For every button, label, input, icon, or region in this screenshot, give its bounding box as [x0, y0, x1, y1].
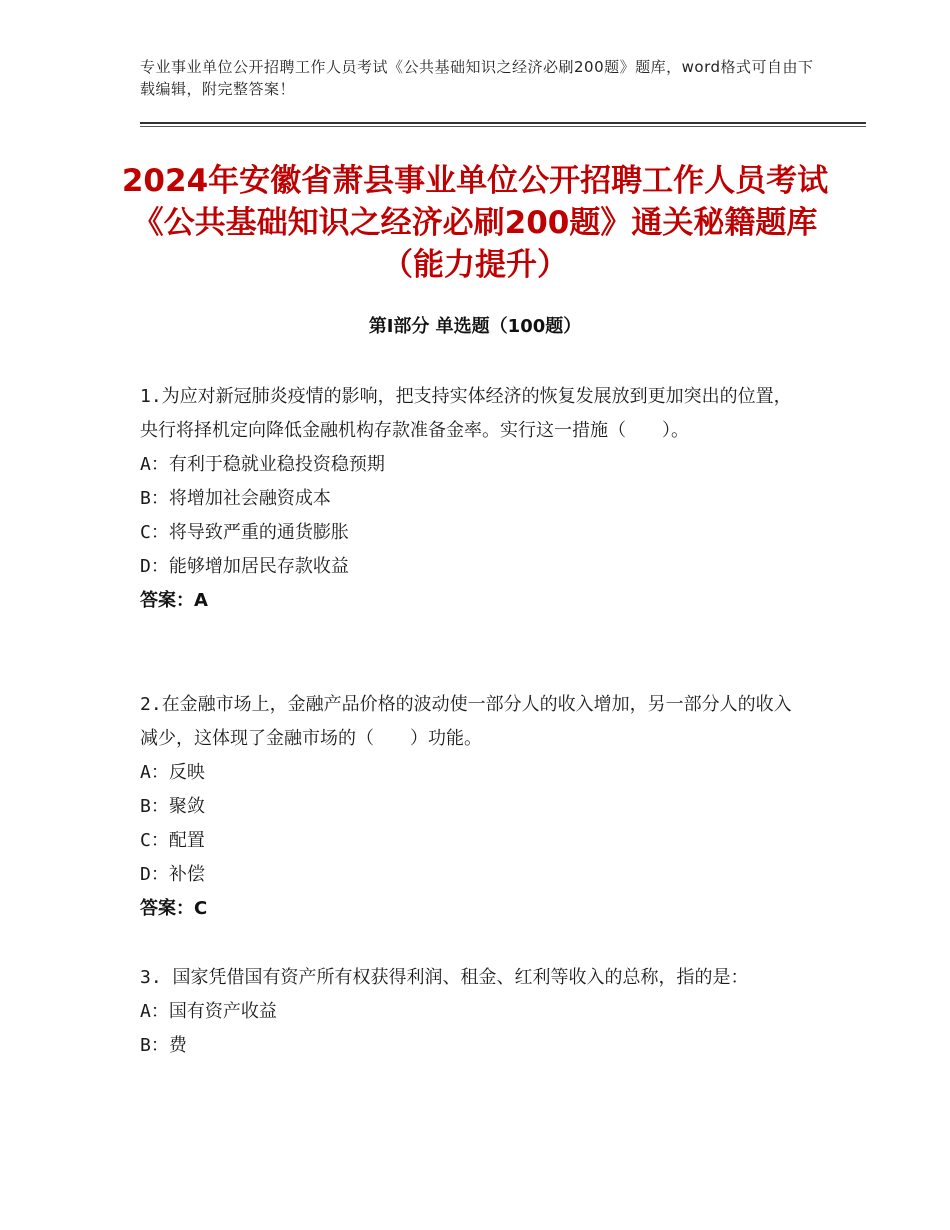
section-heading: 第Ⅰ部分 单选题（100题）: [368, 316, 582, 337]
option-b: B：将增加社会融资成本: [140, 488, 331, 509]
option-b: B：费: [140, 1035, 187, 1056]
option-a: A：有利于稳就业稳投资稳预期: [140, 454, 385, 475]
answer-line: 答案：A: [140, 590, 208, 611]
document-title: 2024年安徽省萧县事业单位公开招聘工作人员考试《公共基础知识之经济必刷200题》通关秘籍题库（能力提升）: [121, 163, 829, 283]
question-1: [140, 380, 800, 618]
option-c: C：将导致严重的通货膨胀: [140, 522, 349, 543]
header-note: 专业事业单位公开招聘工作人员考试《公共基础知识之经济必刷200题》题库，word格式可自由下载编辑，附完整答案！: [140, 58, 814, 98]
question-3: [140, 961, 800, 1063]
header-divider-thin: [140, 126, 866, 127]
option-d: D：能够增加居民存款收益: [140, 556, 349, 577]
option-a: A：国有资产收益: [140, 1001, 277, 1022]
answer-line: 答案：C: [140, 898, 208, 919]
option-c: C：配置: [140, 830, 205, 851]
question-stem: 1.为应对新冠肺炎疫情的影响，把支持实体经济的恢复发展放到更加突出的位置，央行将择机定向降低金融机构存款准备金率。实行这一措施（ ）。: [140, 386, 792, 441]
question-stem: 3. 国家凭借国有资产所有权获得利润、租金、红利等收入的总称，指的是：: [140, 967, 749, 988]
option-b: B：聚敛: [140, 796, 205, 817]
option-d: D：补偿: [140, 864, 205, 885]
question-stem: 2.在金融市场上，金融产品价格的波动使一部分人的收入增加，另一部分人的收入减少，这体现了金融市场的（ ）功能。: [140, 694, 792, 749]
option-a: A：反映: [140, 762, 205, 783]
question-2: [140, 688, 800, 926]
header-divider: [140, 122, 866, 124]
